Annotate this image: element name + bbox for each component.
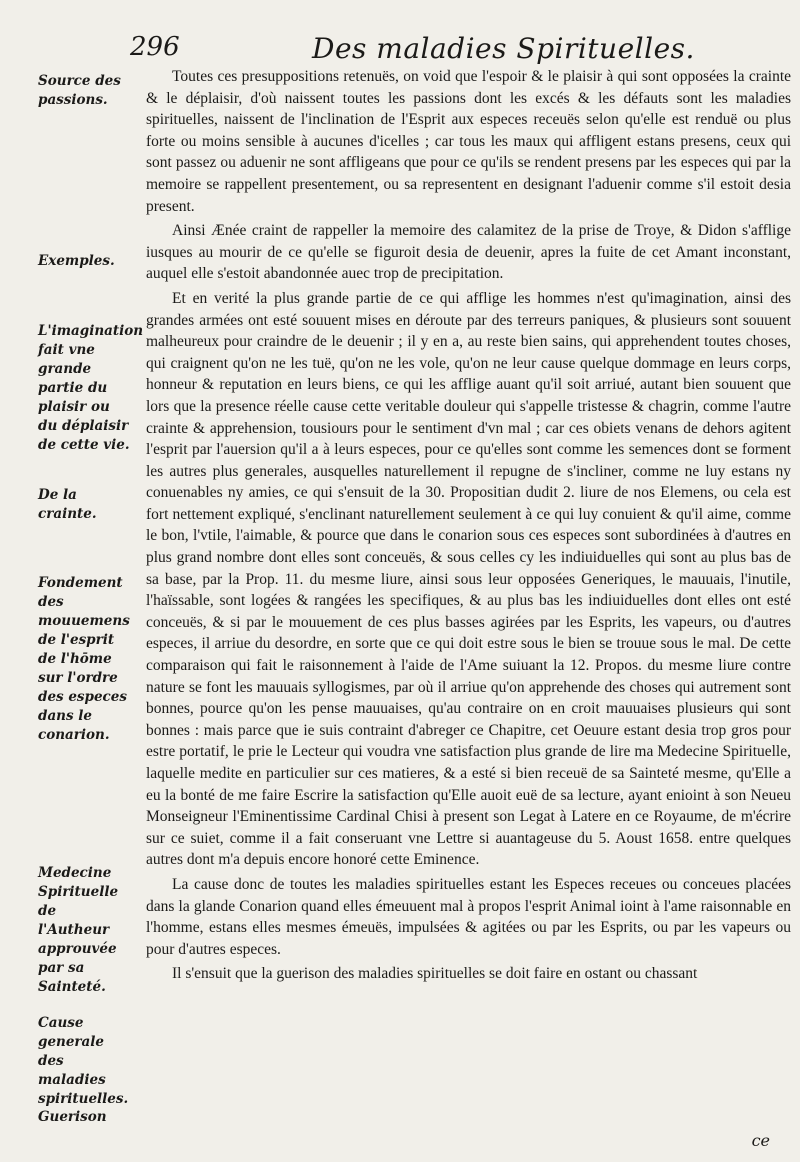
margin-note-cure: Guerison bbox=[38, 1109, 107, 1125]
margin-note-cause: Cause generale des maladies spirituelles. bbox=[38, 1015, 129, 1107]
page-number: 296 bbox=[130, 32, 180, 62]
margin-note-examples: Exemples. bbox=[38, 253, 115, 269]
paragraph: Et en verité la plus grande partie de ce qui afflige les hommes n'est qu'imagination, ainsi des grandes armées ont esté souuent mises en déroute par des terreurs paniques, & plusieurs sont souuent malheureux pour craindre de le deuenir ; il y en a, au reste bien sains, qui apprehendent toutes choses, qui craignent qu'on ne les tuë, qu'on ne les vole, qu'on ne leur cause quelque dommage en leurs corps, honneur & reputation en leurs biens, ce qui les afflige auant qu'il soit arriué, autant bien souuent que lors que la presence réelle cause cette veritable douleur qui s'appelle tristesse & chagrin, comme l'autre crainte & apprehension, tousiours pour le sentiment d'vn mal ; car ces obiets venans de dehors agitent l'esprit par l'auersion qu'il a à leurs especes, pour ce qu'elles sont comme les semences dont se forment les autres plus generales, ausquelles naturellement il repugne de s'incliner, comme ne luy estans ny conuenables ny amies, ce qui s'ensuit de la 30. Propositian dudit 2. liure de nos Elemens, ou cela est fort nettement expliqué, s'enclinant naturellement seulement à ce qui luy conuient & qu'il aime, comme le bon, l'vtile, l'aimable, & pource que dans le conarion sous ces especes sont subordinées à d'autres en plus grand nombre dont elles sont conceuës, & sous celles cy les indiuiduelles qui sont au plus bas de sa base, par la Prop. 11. du mesme liure, ainsi sous leur opposées Generiques, le mauuais, l'inutile, l'haïssable, sont logées & rangées les specifiques, & au plus bas les indiuiduelles dont elles ont esté conceuës, & si par le mouuement de ces plus basses agirées par les Esprits, les vapeurs, ou d'autres especes, il arriue du desordre, en sorte que ce qui doit estre sous le bien se trouue sous le mal. De cette comparaison qui fait le raisonnement à l'aide de l'Ame suiuant la 12. Propos. du mesme liure contre nature se font les mauuais syllogismes, par où il arriue qu'on apprehende des choses qui autrement sont bonnes, pource qu'on les pense mauuaises, qu'au contraire on en croit mauuaises plusieurs qui sont bonnes : mais parce que ie suis contraint d'abreger ce Chapitre, cet Oeuure estant desia trop gros pour estre portatif, le prie le Lecteur qui voudra vne satisfaction plus grande de lire ma Medecine Spirituelle, laquelle medite en particulier sur ces matieres, & a esté si bien receuë de sa Sainteté mesme, qu'Elle a eu la bonté de me faire Escrire la satisfaction qu'Elle auoit euë de sa lecture, ayant enioint à son Neueu Monseigneur l'Eminentissime Cardinal Chisi à present son Legat à Latere en ce Royaume, de m'écrire sur ce suiet, comme il a fait conseruant vne Lettre si auantageuse du 5. Aoust 1658. entre quelques autres dont m'a depuis encore honoré cette Eminence. bbox=[146, 289, 791, 869]
margin-note-medicine: Medecine Spirituelle de l'Autheur approuvée par sa Sainteté. bbox=[38, 865, 119, 995]
paragraph: Toutes ces presuppositions retenuës, on void que l'espoir & le plaisir à qui sont opposées la crainte & le déplaisir, d'où naissent toutes les passions dont les excés & les défauts sont les maladies spirituelles, naissent de l'inclination de l'Esprit aux especes receuës selon qu'elle est renduë ou plus forte ou moins sensible à aucunes d'icelles ; car tous les maux qui affligent estans presens, ceux qui sont passez ou aduenir ne sont affligeans que pour ce qu'ils se rendent presens par les especes qui par la memoire se rappellent presentement, ou sa representent en designant l'aduenir comme s'il estoit desia present. bbox=[146, 68, 791, 215]
paragraph: La cause donc de toutes les maladies spirituelles estant les Especes receues ou conceues placées dans la glande Conarion quand elles émeuuent mal à propos l'esprit Animal ioint à l'ame raisonnable en l'homme, estans elles mesmes émeuës, impulsées & agitées ou par les Esprits, ou par les vapeurs ou pour d'autres especes. bbox=[146, 875, 791, 958]
margin-note-imagination: L'imagination fait vne grande partie du plaisir ou du déplaisir de cette vie. bbox=[38, 323, 144, 453]
catchword: ce bbox=[751, 1131, 770, 1150]
margin-note-fear: De la crainte. bbox=[38, 487, 97, 522]
paragraph: Ainsi Ænée craint de rappeller la memoire des calamitez de la prise de Troye, & Didon s'afflige iusques au mourir de ce qu'elle se figuroit desia de deuenir, apres la fuite de cet Amant inconstant, auquel elle s'estoit abandonnée auec trop de precipitation. bbox=[146, 222, 791, 283]
margin-note-source: Source des passions. bbox=[38, 73, 121, 108]
body-text bbox=[146, 66, 791, 985]
page-header bbox=[130, 26, 770, 66]
running-title: Des maladies Spirituelles. bbox=[312, 32, 695, 65]
margin-note-foundation: Fondement des mouuemens de l'esprit de l'hōme sur l'ordre des especes dans le conarion. bbox=[38, 575, 130, 743]
paragraph: Il s'ensuit que la guerison des maladies spirituelles se doit faire en ostant ou chassant bbox=[172, 965, 698, 983]
